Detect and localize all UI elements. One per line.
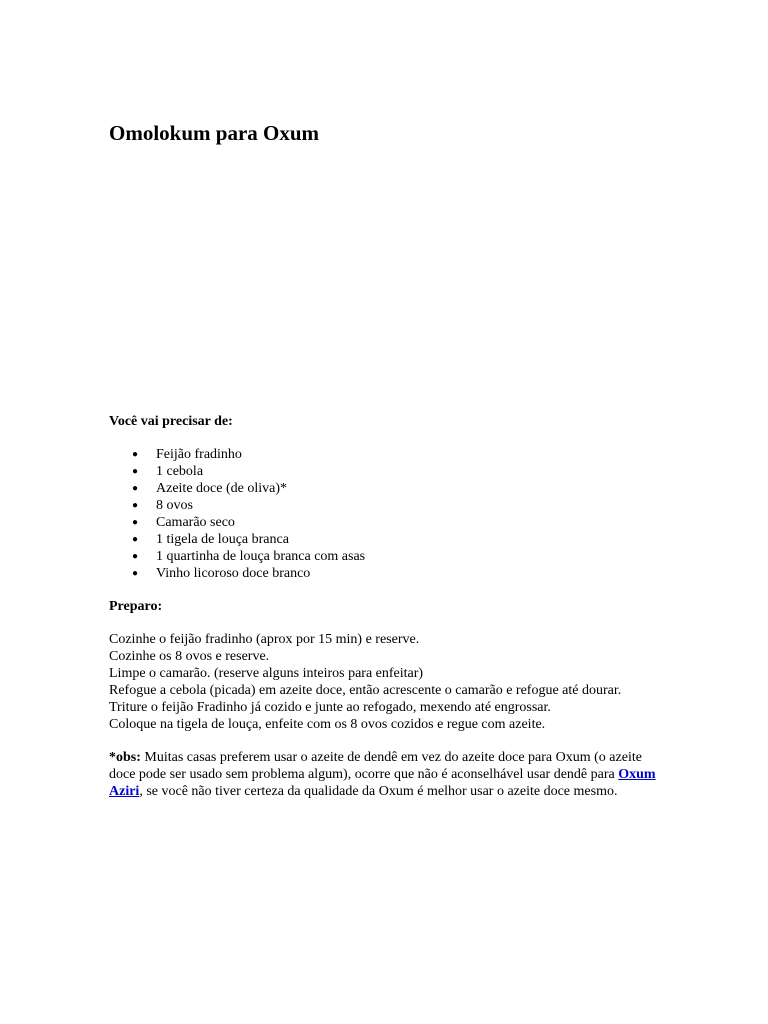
preparation-steps: [109, 631, 659, 733]
step-text: Triture o feijão Fradinho já cozido e junte ao refogado, mexendo até engrossar.: [109, 700, 551, 715]
recipe-content: [109, 413, 659, 800]
bullet-icon: ●: [132, 483, 139, 494]
ingredient-text: 1 quartinha de louça branca com asas: [156, 549, 366, 564]
obs-text-before: Muitas casas preferem usar o azeite de dendê em vez do azeite doce para Oxum (o azeite doce pode ser usado sem problema algum), ocorre que não é aconselhável usar dendê para: [109, 750, 642, 782]
bullet-icon: ●: [132, 449, 139, 460]
bullet-icon: ●: [132, 466, 139, 477]
bullet-icon: ●: [132, 534, 139, 545]
list-item: [109, 446, 659, 463]
list-item: [109, 531, 659, 548]
step-text: Cozinhe o feijão fradinho (aprox por 15 min) e reserve.: [109, 632, 420, 647]
bullet-icon: ●: [132, 568, 139, 579]
ingredients-list: [109, 446, 659, 582]
ingredient-text: Vinho licoroso doce branco: [156, 566, 311, 581]
step-text: Coloque na tigela de louça, enfeite com os 8 ovos cozidos e regue com azeite.: [109, 717, 546, 732]
ingredient-text: Azeite doce (de oliva)*: [156, 481, 287, 496]
page-title: Omolokum para Oxum: [109, 121, 320, 145]
obs-label: *obs:: [109, 750, 141, 765]
list-item: [109, 497, 659, 514]
obs-note: [109, 749, 659, 800]
ingredient-text: Feijão fradinho: [156, 447, 242, 462]
image-placeholder: [109, 160, 649, 390]
preparo-heading: Preparo:: [109, 599, 163, 614]
oxum-aziri-link[interactable]: Oxum Aziri: [109, 767, 656, 799]
ingredient-text: 1 cebola: [156, 464, 204, 479]
bullet-icon: ●: [132, 517, 139, 528]
ingredient-text: Camarão seco: [156, 515, 235, 530]
list-item: [109, 463, 659, 480]
list-item: [109, 514, 659, 531]
list-item: [109, 565, 659, 582]
bullet-icon: ●: [132, 551, 139, 562]
step-text: Limpe o camarão. (reserve alguns inteiros para enfeitar): [109, 666, 424, 681]
list-item: [109, 480, 659, 497]
obs-text-after: , se você não tiver certeza da qualidade da Oxum é melhor usar o azeite doce mesmo.: [139, 784, 618, 799]
ingredient-text: 1 tigela de louça branca: [156, 532, 289, 547]
step-text: Refogue a cebola (picada) em azeite doce, então acrescente o camarão e refogue até dourar.: [109, 683, 622, 698]
step-text: Cozinhe os 8 ovos e reserve.: [109, 649, 270, 664]
obs-paragraph: [109, 749, 659, 800]
bullet-icon: ●: [132, 500, 139, 511]
ingredient-text: 8 ovos: [156, 498, 193, 513]
list-item: [109, 548, 659, 565]
ingredients-heading: Você vai precisar de:: [109, 414, 233, 429]
